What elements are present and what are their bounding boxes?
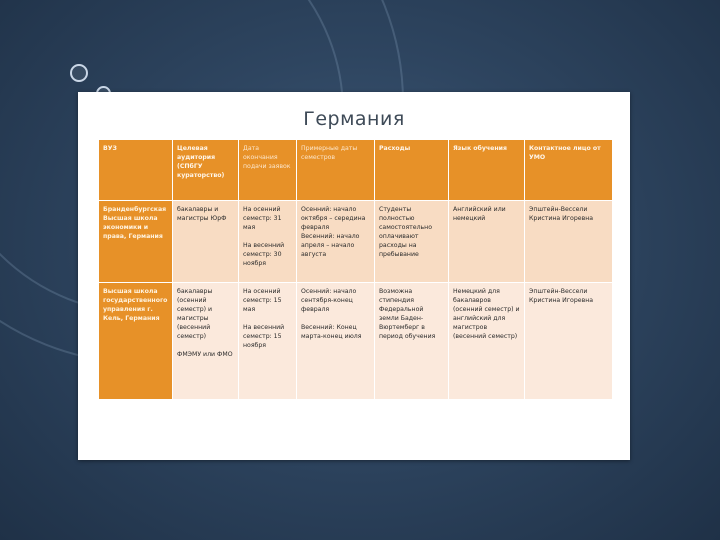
header-language: Язык обучения — [449, 140, 525, 201]
bullet-circle-1 — [70, 64, 88, 82]
cell-university: Высшая школа государственного управления г. Кель, Германия — [99, 283, 173, 400]
cell-semesters — [297, 283, 375, 400]
deadline-spring: На весенний семестр: 30 ноября — [243, 242, 285, 267]
cell-contact: Эпштейн-Вессели Кристина Игоревна — [525, 283, 613, 400]
table-row — [99, 283, 613, 400]
cell-language: Немецкий для бакалавров (осенний семестр) и английский для магистров (весенний семестр) — [449, 283, 525, 400]
deadline-spring: На весенний семестр: 15 ноября — [243, 324, 285, 349]
spacer — [177, 341, 234, 350]
audience-extra: ФМЭМУ или ФМО — [177, 351, 233, 358]
spacer — [301, 314, 370, 323]
cell-deadline — [239, 283, 297, 400]
header-audience: Целевая аудитория (СПбГУ кураторство) — [173, 140, 239, 201]
table-header-row — [99, 140, 613, 201]
slide-title: Германия — [303, 108, 405, 130]
cell-audience: бакалавры и магистры ЮрФ — [173, 201, 239, 283]
header-university: ВУЗ — [99, 140, 173, 201]
cell-deadline — [239, 201, 297, 283]
header-deadline: Дата окончания подачи заявок — [239, 140, 297, 201]
spacer — [243, 314, 292, 323]
semesters-text: Осенний: начало сентября-конец февраля — [301, 288, 357, 313]
audience-text: бакалавры (осенний семестр) и магистры (весенний семестр) — [177, 288, 213, 340]
header-contact: Контактное лицо от УМО — [525, 140, 613, 201]
deadline-autumn: На осенний семестр: 31 мая — [243, 206, 282, 231]
semesters-text: Осенний: начало октября – середина февраля Весенний: начало апреля – начало августа — [301, 206, 366, 258]
cell-audience — [173, 283, 239, 400]
cell-expenses: Студенты полностью самостоятельно оплачивают расходы на пребывание — [375, 201, 449, 283]
programs-table — [98, 139, 613, 400]
table-row — [99, 201, 613, 283]
cell-expenses: Возможна стипендия Федеральной земли Баден-Вюртемберг в период обучения — [375, 283, 449, 400]
spacer — [243, 232, 292, 241]
header-semesters: Примерные даты семестров — [297, 140, 375, 201]
cell-university: Бранденбургская Высшая школа экономики и права, Германия — [99, 201, 173, 283]
header-expenses: Расходы — [375, 140, 449, 201]
slide — [78, 92, 630, 460]
cell-semesters — [297, 201, 375, 283]
semesters-extra: Весенний: Конец марта-конец июля — [301, 324, 362, 340]
cell-language: Английский или немецкий — [449, 201, 525, 283]
cell-contact: Эпштейн-Вессели Кристина Игоревна — [525, 201, 613, 283]
deadline-autumn: На осенний семестр: 15 мая — [243, 288, 282, 313]
